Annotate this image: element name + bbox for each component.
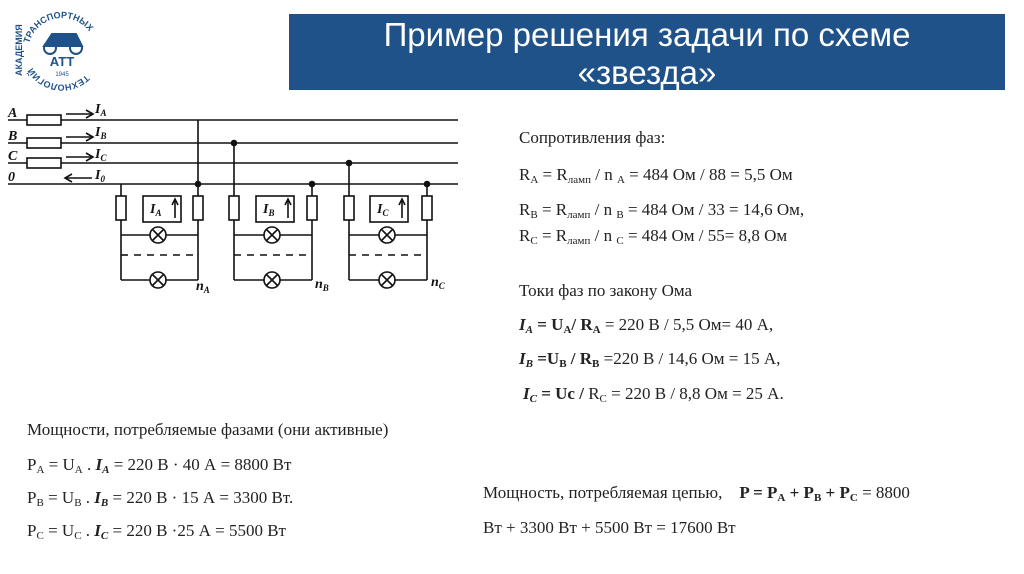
current-label-b: $I_B$: [95, 125, 107, 141]
current-b-formula: $I_B =U_B / R_B =220$ В / 14,6 Ом = 15 А,: [519, 349, 781, 370]
phase-c-block: [344, 161, 432, 289]
total-power-line-2: Вт + 3300 Вт + 5500 Вт = 17600 Вт: [483, 518, 736, 537]
lamp-count-c: $n_C$: [431, 275, 445, 291]
slide-title: [289, 14, 1005, 90]
line-label-b: B: [8, 129, 18, 144]
lamp-count-a: $n_A$: [196, 279, 210, 295]
car-icon: [44, 34, 82, 54]
box-current-a: $I_A$: [150, 202, 162, 218]
current-label-0: $I_0$: [95, 168, 105, 184]
box-current-c: $I_C$: [377, 202, 389, 218]
box-current-b: $I_B$: [263, 202, 275, 218]
resistances-heading: Сопротивления фаз:: [519, 128, 666, 147]
logo-year: 1945: [55, 72, 69, 78]
current-label-c: $I_C$: [95, 147, 107, 163]
power-b-formula: $P_B = U_B$ . $I_B = 220$ В · 15 А = 3300 Вт.: [27, 488, 294, 509]
phase-a-block: [116, 120, 203, 288]
line-label-0: 0: [8, 170, 15, 185]
power-c-formula: $P_C = U_C$ . $I_C = 220$ В ·25 А = 5500 Вт: [27, 521, 286, 542]
power-a-formula: $P_A = U_A$ . $I_A = 220$ В · 40 А = 8800 Вт: [27, 455, 292, 476]
logo-text-left: АКАДЕМИЯ: [14, 24, 24, 76]
line-label-a: A: [8, 106, 18, 121]
current-label-a: $I_A$: [95, 102, 107, 118]
title-line-1: Пример решения задачи по схеме: [383, 16, 911, 53]
currents-heading: Токи фаз по закону Ома: [519, 281, 693, 300]
title-line-2: «звезда»: [577, 54, 717, 91]
current-c-formula: $I_C = Uc / R_C = 220$ В / 8,8 Ом = 25 А.: [523, 384, 784, 405]
resistance-c-formula: $R_C = R_{ламп} / n$ $_C$ = 484 Ом / 55= 8,8 Ом: [519, 226, 788, 247]
logo-text-top: ТРАНСПОРТНЫХ: [21, 9, 96, 45]
current-a-formula: $I_A = U_A/$ $R_A = 220$ В / 5,5 Ом= 40 А,: [519, 315, 774, 336]
lamp-count-b: $n_B$: [315, 277, 329, 293]
svg-text:ТЕХНОЛОГИЙ: [25, 66, 91, 92]
line-label-c: C: [8, 149, 18, 164]
total-power-line-1: Мощность, потребляемая цепью, $P = P_A + P_B + P_C = 8800$: [483, 483, 910, 504]
star-circuit-diagram: [0, 95, 470, 310]
logo-text-bottom: ТЕХНОЛОГИЙ: [25, 66, 92, 93]
logo-abbr: АТТ: [49, 54, 75, 69]
resistance-a-formula: $R_A = R_{ламп} / n$ $_A$ = 484 Ом / 88 = 5,5 Ом: [519, 165, 793, 186]
resistance-b-formula: $R_B = R_{ламп} / n$ $_B$ = 484 Ом / 33 = 14,6 Ом,: [519, 200, 805, 221]
powers-heading: Мощности, потребляемые фазами (они активные): [27, 420, 389, 439]
academy-logo: [14, 4, 110, 100]
